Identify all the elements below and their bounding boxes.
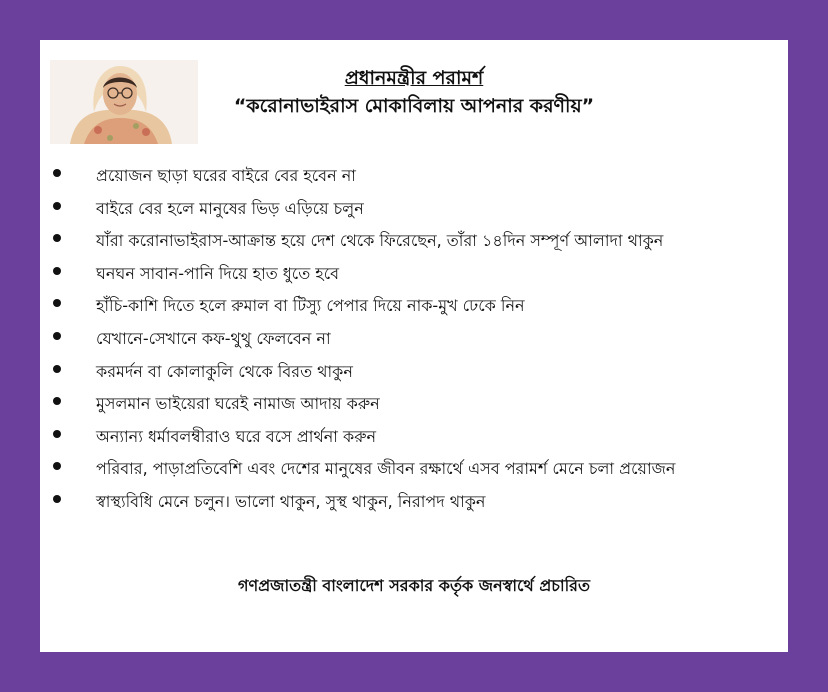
list-item-text: অন্যান্য ধর্মাবলম্বীরাও ঘরে বসে প্রার্থনা করুন — [96, 426, 377, 446]
list-item-text: যেখানে-সেখানে কফ-থুথু ফেলবেন না — [96, 328, 331, 348]
bullet-icon — [53, 332, 61, 340]
list-item-text: প্রয়োজন ছাড়া ঘরের বাইরে বের হবেন না — [96, 166, 356, 185]
list-item-text: স্বাস্থ্যবিধি মেনে চলুন। ভালো থাকুন, সুস্থ থাকুন, নিরাপদ থাকুন — [96, 491, 486, 511]
list-item — [40, 228, 788, 261]
footer-credit: গণপ্রজাতন্ত্রী বাংলাদেশ সরকার কর্তৃক জনস্বার্থে প্রচারিত — [238, 576, 590, 595]
list-item-text: করমর্দন বা কোলাকুলি থেকে বিরত থাকুন — [96, 361, 353, 381]
advice-list — [40, 163, 788, 522]
list-item — [40, 359, 788, 392]
bullet-icon — [53, 267, 61, 275]
list-item-text: ঘনঘন সাবান-পানি দিয়ে হাত ধুতে হবে — [96, 263, 340, 283]
notice-title: প্রধানমন্ত্রীর পরামর্শ — [344, 67, 484, 89]
list-item — [40, 196, 788, 229]
list-item — [40, 326, 788, 359]
list-item-text: বাইরে বের হলে মানুষের ভিড় এড়িয়ে চলুন — [96, 198, 364, 218]
bullet-icon — [53, 495, 61, 503]
list-item-text: যাঁরা করোনাভাইরাস-আক্রান্ত হয়ে দেশ থেকে ফিরেছেন, তাঁরা ১৪দিন সম্পূর্ণ আলাদা থাকুন — [96, 231, 664, 251]
bullet-icon — [53, 299, 61, 307]
bullet-icon — [53, 365, 61, 373]
bullet-icon — [53, 202, 61, 210]
list-item-text: মুসলমান ভাইয়েরা ঘরেই নামাজ আদায় করুন — [96, 394, 380, 414]
bullet-icon — [53, 234, 61, 242]
list-item — [40, 424, 788, 457]
list-item — [40, 456, 788, 489]
list-item-text: পরিবার, পাড়াপ্রতিবেশি এবং দেশের মানুষের জীবন রক্ষার্থে এসব পরামর্শ মেনে চলা প্রয়োজন — [96, 459, 676, 479]
list-item — [40, 489, 788, 522]
bullet-icon — [53, 462, 61, 470]
list-item — [40, 163, 788, 196]
list-item — [40, 293, 788, 326]
notice-subtitle: “করোনাভাইরাস মোকাবিলায় আপনার করণীয়” — [233, 95, 595, 117]
notice-card — [40, 40, 788, 652]
bullet-icon — [53, 397, 61, 405]
list-item — [40, 261, 788, 294]
bullet-icon — [53, 169, 61, 177]
list-item — [40, 391, 788, 424]
list-item-text: হাঁচি-কাশি দিতে হলে রুমাল বা টিস্যু পেপার দিয়ে নাক-মুখ ঢেকে নিন — [96, 296, 525, 316]
bullet-icon — [53, 430, 61, 438]
